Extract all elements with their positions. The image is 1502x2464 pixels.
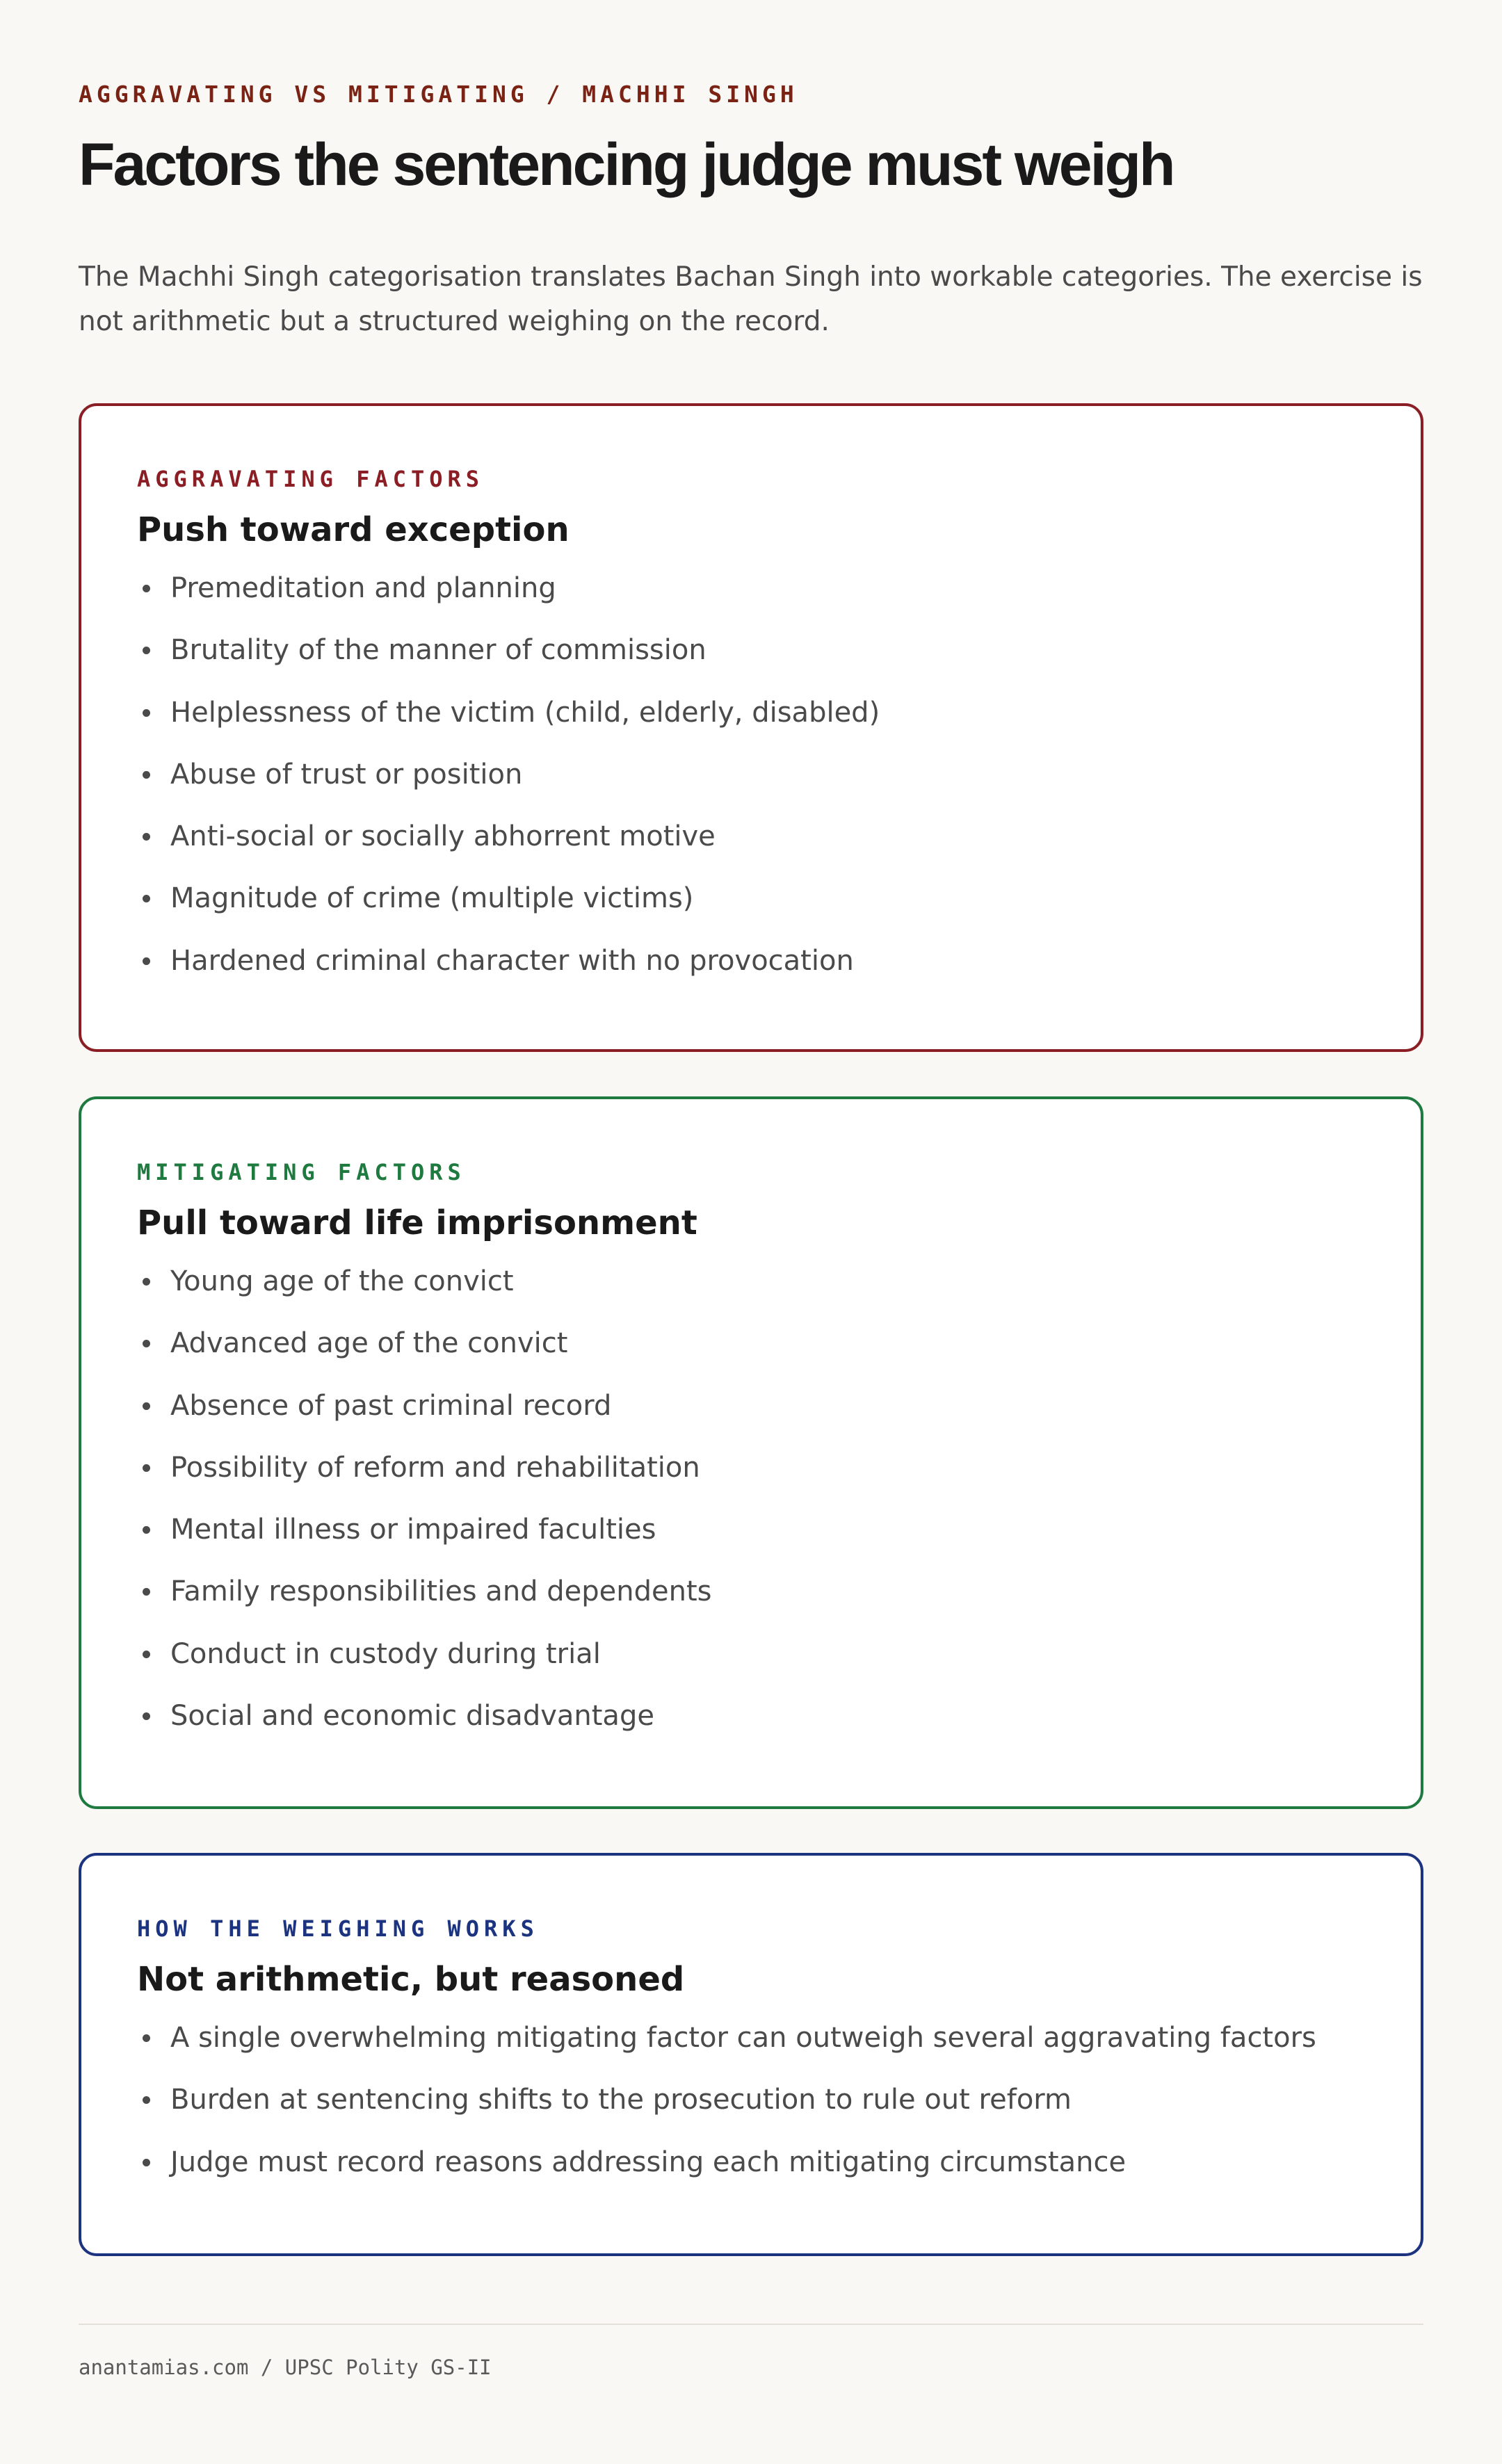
list-item <box>137 1509 712 1571</box>
mitigating-factors-card <box>79 1096 1423 1809</box>
bullet-icon <box>143 585 150 592</box>
card-heading: Not arithmetic, but reasoned <box>137 1960 685 1999</box>
factor-list <box>137 567 880 1002</box>
list-item-text: Absence of past criminal record <box>170 1389 612 1422</box>
footer-divider <box>79 2324 1423 2325</box>
list-item-text: Possibility of reform and rehabilitation <box>170 1451 700 1484</box>
list-item <box>137 1385 712 1447</box>
bullet-icon <box>143 2159 150 2166</box>
page-title: Factors the sentencing judge must weigh <box>79 131 1174 198</box>
list-item <box>137 1695 712 1757</box>
list-item <box>137 692 880 754</box>
factor-list <box>137 2017 1316 2203</box>
bullet-icon <box>143 2096 150 2104</box>
bullet-icon <box>143 957 150 965</box>
list-item-text: Burden at sentencing shifts to the prosecution to rule out reform <box>170 2084 1072 2116</box>
bullet-icon <box>143 1712 150 1720</box>
list-item-text: Brutality of the manner of commission <box>170 634 706 667</box>
list-item <box>137 2079 1316 2141</box>
bullet-icon <box>143 1588 150 1596</box>
weighing-explanation-card <box>79 1853 1423 2256</box>
list-item <box>137 629 880 691</box>
bullet-icon <box>143 1340 150 1347</box>
list-item-text: Judge must record reasons addressing each mitigating circumstance <box>170 2146 1126 2178</box>
bullet-icon <box>143 1526 150 1534</box>
list-item <box>137 1261 712 1322</box>
list-item-text: Anti-social or socially abhorrent motive <box>170 820 716 853</box>
card-label: HOW THE WEIGHING WORKS <box>137 1915 539 1942</box>
list-item <box>137 2141 1316 2203</box>
list-item <box>137 2017 1316 2079</box>
list-item-text: Conduct in custody during trial <box>170 1637 601 1670</box>
list-item-text: Abuse of trust or position <box>170 758 523 791</box>
list-item-text: Young age of the convict <box>170 1265 514 1297</box>
card-heading: Pull toward life imprisonment <box>137 1203 697 1242</box>
bullet-icon <box>143 1402 150 1410</box>
list-item-text: Mental illness or impaired faculties <box>170 1514 656 1546</box>
card-label: AGGRAVATING FACTORS <box>137 466 485 492</box>
bullet-icon <box>143 709 150 717</box>
list-item <box>137 1447 712 1509</box>
factor-list <box>137 1261 712 1757</box>
bullet-icon <box>143 771 150 779</box>
list-item-text: Magnitude of crime (multiple victims) <box>170 882 694 915</box>
bullet-icon <box>143 647 150 654</box>
aggravating-factors-card <box>79 403 1423 1052</box>
card-label: MITIGATING FACTORS <box>137 1159 466 1185</box>
list-item-text: A single overwhelming mitigating factor can outweigh several aggravating factors <box>170 2022 1316 2054</box>
list-item <box>137 567 880 629</box>
list-item-text: Social and economic disadvantage <box>170 1700 654 1733</box>
list-item <box>137 754 880 816</box>
bullet-icon <box>143 2034 150 2042</box>
list-item <box>137 940 880 1002</box>
list-item <box>137 877 880 939</box>
intro-paragraph: The Machhi Singh categorisation translates Bachan Singh into workable categories. The exercise is not arithmetic but a structured weighing on the record. <box>79 261 1423 337</box>
bullet-icon <box>143 1278 150 1286</box>
list-item <box>137 1571 712 1632</box>
eyebrow-label: AGGRAVATING VS MITIGATING / MACHHI SINGH <box>79 81 798 108</box>
list-item-text: Premeditation and planning <box>170 572 556 604</box>
list-item <box>137 1633 712 1695</box>
list-item-text: Hardened criminal character with no provocation <box>170 944 854 977</box>
list-item <box>137 1322 712 1384</box>
list-item-text: Helplessness of the victim (child, elderly, disabled) <box>170 696 880 729</box>
card-heading: Push toward exception <box>137 510 570 549</box>
list-item-text: Advanced age of the convict <box>170 1327 568 1360</box>
list-item <box>137 816 880 877</box>
bullet-icon <box>143 1651 150 1658</box>
footer-credit: anantamias.com / UPSC Polity GS-II <box>79 2356 492 2379</box>
bullet-icon <box>143 833 150 841</box>
bullet-icon <box>143 1464 150 1472</box>
list-item-text: Family responsibilities and dependents <box>170 1575 712 1608</box>
bullet-icon <box>143 895 150 902</box>
